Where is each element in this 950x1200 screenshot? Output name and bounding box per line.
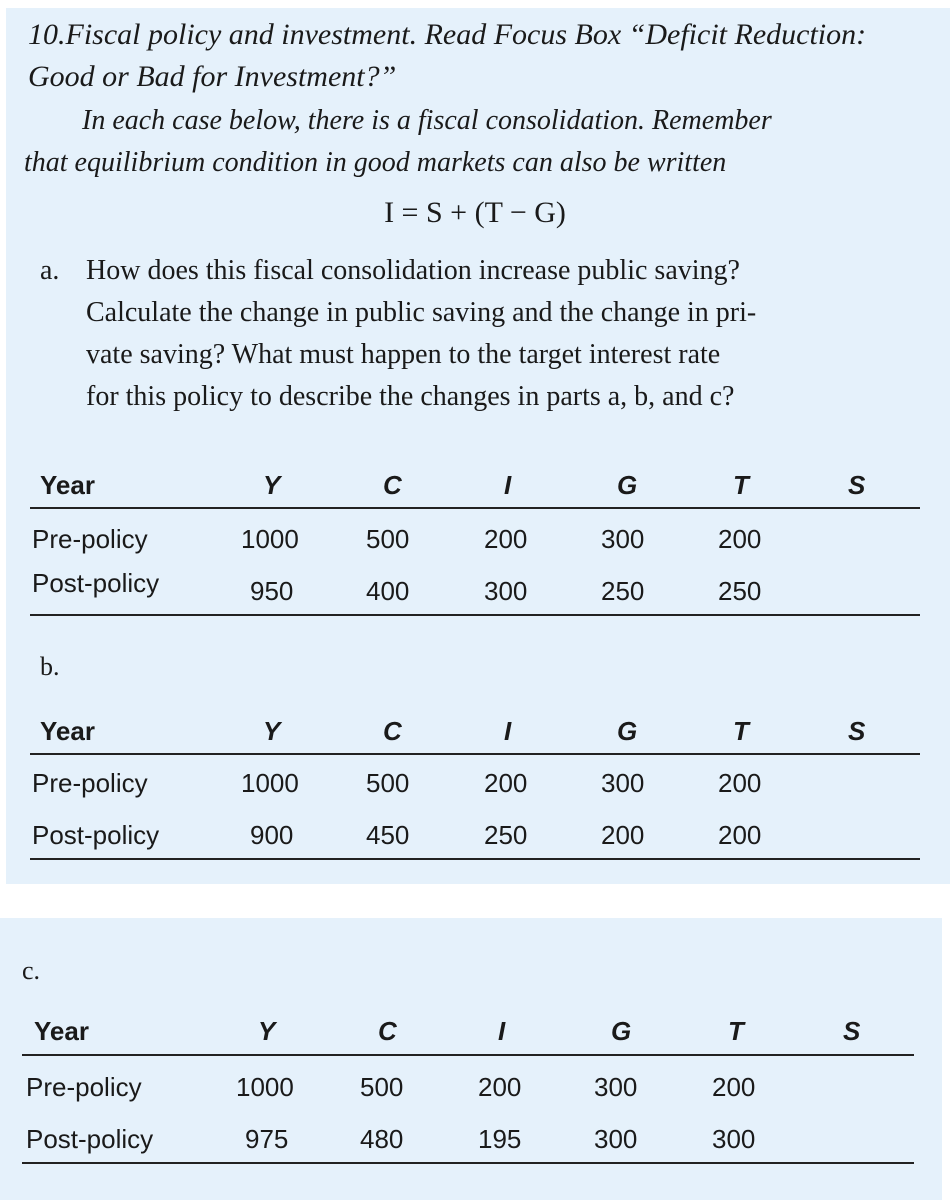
- part-a-line: for this policy to describe the changes in parts a, b, and c?: [86, 381, 735, 412]
- part-a-question: [40, 250, 930, 418]
- col-header-g: G: [617, 470, 638, 500]
- problem-heading: [28, 14, 928, 98]
- col-header-year: Year: [40, 470, 95, 500]
- col-header-y: Y: [263, 716, 281, 746]
- table-rule: [30, 507, 920, 509]
- cell-value: 200: [718, 820, 762, 850]
- col-header-year: Year: [34, 1016, 89, 1046]
- col-header-t: T: [733, 716, 749, 746]
- cell-value: 500: [360, 1072, 404, 1102]
- cell-value: 400: [366, 576, 410, 606]
- cell-value: 300: [601, 768, 645, 798]
- col-header-c: C: [383, 716, 402, 746]
- cell-value: 200: [718, 524, 762, 554]
- intro-line1: In each case below, there is a fiscal consolidation. Remember: [82, 105, 772, 136]
- col-header-t: T: [728, 1016, 744, 1046]
- part-a-line: Calculate the change in public saving and the change in pri-: [86, 297, 757, 328]
- cell-value: 200: [478, 1072, 522, 1102]
- part-c-label: c.: [22, 956, 41, 985]
- col-header-i: I: [498, 1016, 506, 1046]
- cell-value: 300: [594, 1124, 638, 1154]
- cell-value: 200: [712, 1072, 756, 1102]
- col-header-s: S: [843, 1016, 861, 1046]
- row-label: Pre-policy: [32, 524, 148, 554]
- table-rule: [22, 1054, 914, 1056]
- row-label: Post-policy: [26, 1124, 154, 1154]
- cell-value: 500: [366, 768, 410, 798]
- part-a-label: a.: [40, 255, 60, 286]
- col-header-year: Year: [40, 716, 95, 746]
- col-header-y: Y: [263, 470, 281, 500]
- col-header-c: C: [383, 470, 402, 500]
- problem-title-line2: Good or Bad for Investment?”: [28, 60, 397, 93]
- col-header-c: C: [378, 1016, 397, 1046]
- problem-intro: [24, 100, 924, 184]
- part-a-line: How does this fiscal consolidation increase public saving?: [86, 255, 740, 286]
- col-header-g: G: [617, 716, 638, 746]
- cell-value: 200: [484, 768, 528, 798]
- table-rule: [30, 858, 920, 860]
- cell-value: 900: [250, 820, 294, 850]
- cell-value: 195: [478, 1124, 522, 1154]
- row-label: Pre-policy: [32, 768, 148, 798]
- cell-value: 300: [484, 576, 528, 606]
- col-header-i: I: [504, 716, 512, 746]
- cell-value: 1000: [236, 1072, 294, 1102]
- col-header-s: S: [848, 470, 866, 500]
- cell-value: 450: [366, 820, 410, 850]
- cell-value: 300: [601, 524, 645, 554]
- col-header-s: S: [848, 716, 866, 746]
- col-header-y: Y: [258, 1016, 276, 1046]
- cell-value: 975: [245, 1124, 289, 1154]
- cell-value: 1000: [241, 768, 299, 798]
- table-rule: [30, 614, 920, 616]
- part-b-label: b.: [40, 652, 60, 681]
- col-header-t: T: [733, 470, 749, 500]
- cell-value: 200: [718, 768, 762, 798]
- cell-value: 300: [712, 1124, 756, 1154]
- intro-line2: that equilibrium condition in good markets can also be written: [24, 147, 727, 178]
- row-label: Pre-policy: [26, 1072, 142, 1102]
- row-label: Post-policy: [32, 568, 160, 598]
- cell-value: 1000: [241, 524, 299, 554]
- cell-value: 300: [594, 1072, 638, 1102]
- table-rule: [22, 1162, 914, 1164]
- cell-value: 250: [718, 576, 762, 606]
- table-rule: [30, 753, 920, 755]
- problem-title-line1: Fiscal policy and investment. Read Focus Box “Deficit Reduction:: [65, 18, 867, 51]
- problem-panel-bottom: [0, 918, 942, 1200]
- cell-value: 480: [360, 1124, 404, 1154]
- equilibrium-equation: I = S + (T − G): [384, 196, 566, 229]
- cell-value: 250: [484, 820, 528, 850]
- problem-number: 10.: [28, 18, 66, 51]
- col-header-i: I: [504, 470, 512, 500]
- cell-value: 200: [484, 524, 528, 554]
- cell-value: 950: [250, 576, 294, 606]
- cell-value: 250: [601, 576, 645, 606]
- col-header-g: G: [611, 1016, 632, 1046]
- part-a-line: vate saving? What must happen to the target interest rate: [86, 339, 721, 370]
- row-label: Post-policy: [32, 820, 160, 850]
- cell-value: 500: [366, 524, 410, 554]
- cell-value: 200: [601, 820, 645, 850]
